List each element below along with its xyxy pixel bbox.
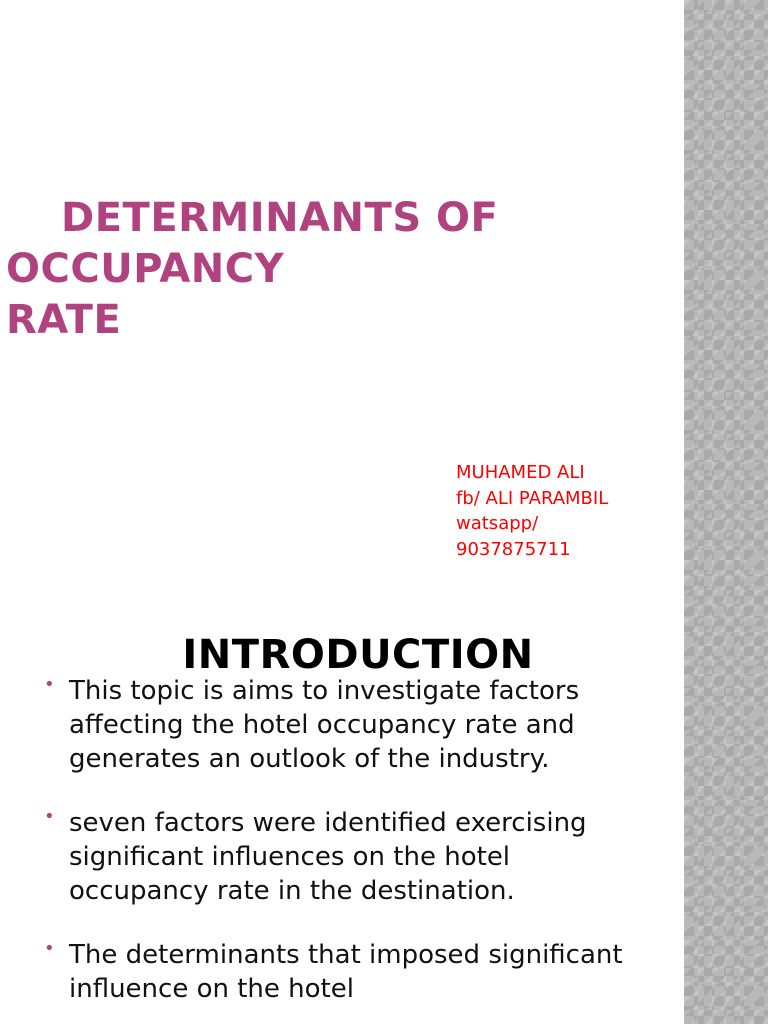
slide-title-heading xyxy=(6,193,566,346)
list-item xyxy=(40,938,640,1006)
bullet-text: seven factors were identified exercising significant influences on the hotel occupancy rate in the destination. xyxy=(69,808,587,906)
introduction-heading: INTRODUCTION xyxy=(182,632,534,679)
list-item xyxy=(40,674,640,776)
author-phone: 9037875711 xyxy=(456,538,571,560)
bullet-text: The determinants that imposed significant influence on the hotel xyxy=(69,940,623,1004)
slide-introduction xyxy=(0,576,768,1024)
author-name: MUHAMED ALI xyxy=(456,462,585,483)
bullet-list xyxy=(40,674,640,1024)
list-item xyxy=(40,806,640,908)
bullet-icon: • xyxy=(44,674,55,695)
bullet-icon: • xyxy=(44,806,55,827)
title-line: DETERMINANTS OF xyxy=(61,194,499,241)
author-facebook: fb/ ALI PARAMBIL xyxy=(456,487,609,509)
title-line: RATE xyxy=(6,296,122,343)
decorative-pattern-band xyxy=(684,0,768,576)
bullet-icon: • xyxy=(44,938,55,959)
title-line: OCCUPANCY xyxy=(6,245,285,292)
bullet-text: This topic is aims to investigate factors affecting the hotel occupancy rate and generates an outlook of the industry. xyxy=(69,676,580,774)
author-whatsapp-label: watsapp/ xyxy=(456,513,539,534)
author-info xyxy=(456,460,686,562)
